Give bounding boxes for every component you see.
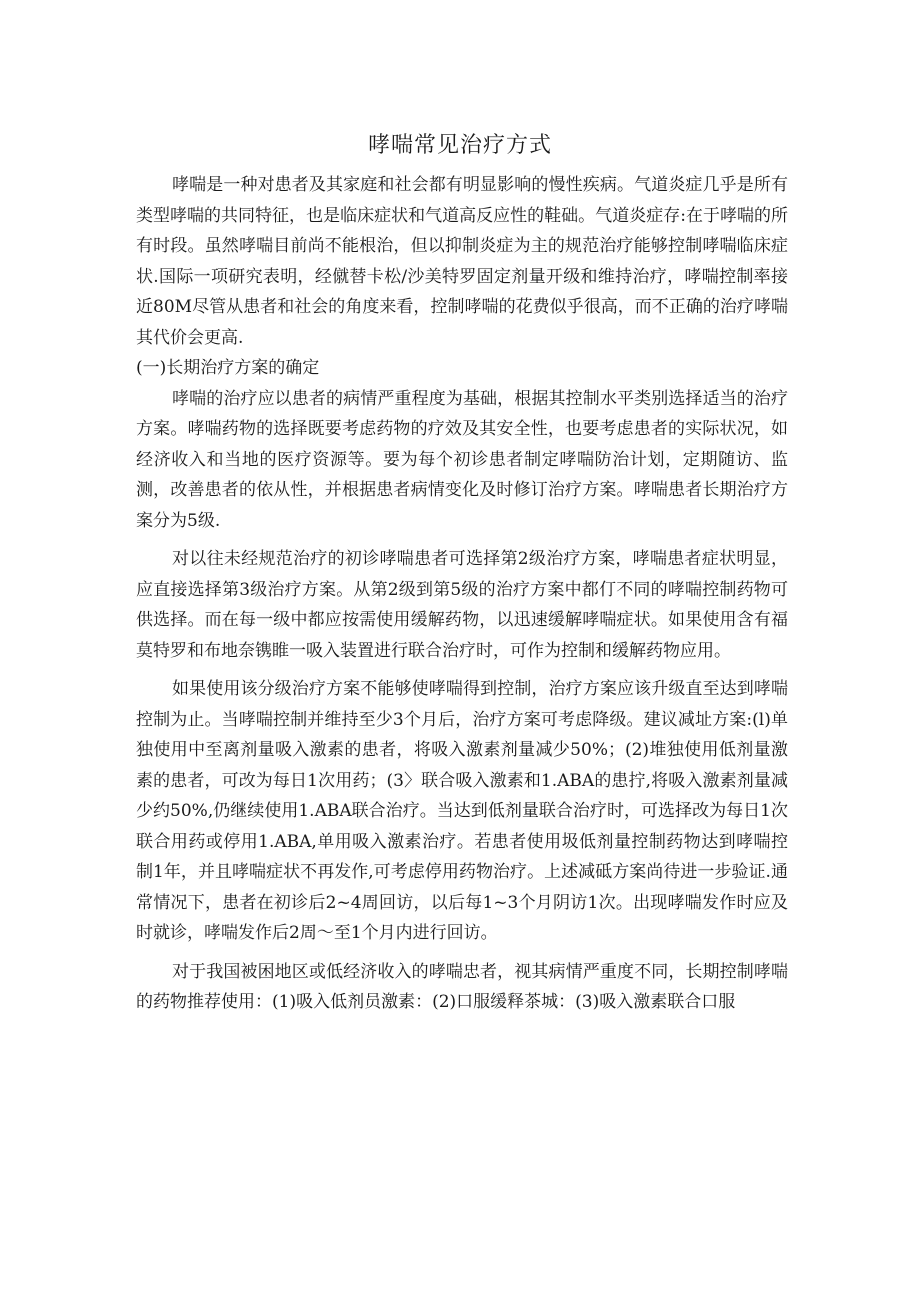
section-heading: (一)长期治疗方案的确定 — [136, 358, 320, 378]
section-paragraph-4: 对于我国被困地区或低经济收入的哮喘忠者，视其病情严重度不同，长期控制哮喘的药物推荐使用：(1)吸入低剂员激素：(2)口服缓释茶城：(3)吸入激素联合口服 — [136, 961, 788, 1012]
document-title: 哮喘常见治疗方式 — [367, 133, 552, 158]
section-paragraph-2: 对以往未经规范治疗的初诊哮喘患者可选择第2级治疗方案，哮喘患者症状明显，应直接选择第3级治疗方案。从第2级到第5级的治疗方案中都仃不同的哮喘控制药物可供选择。而在每一级中都应按需使用缓解药物，以迅速缓解哮喘症状。如果使用含有福莫特罗和布地奈镌睢一吸入装置进行联合治疗时，可作为控制和缓解药物应用。 — [136, 549, 788, 661]
intro-paragraph: 哮喘是一种对患者及其家庭和社会都有明显影响的慢性疾病。气道炎症几乎是所有类型哮喘的共同特征，也是临床症状和气道高反应性的鞋础。气道炎症存:在于哮喘的所有时段。虽然哮喘目前尚不能根治，但以抑制炎症为主的规范治疗能够控制哮喘临床症状.国际一项研究表明，经僦替卡松/沙美特罗固定剂量开级和维持治疗，哮喘控制率接近80M尽管从患者和社会的角度来看，控制哮喘的花费似乎很高，而不正确的治疗哮喘其代价会更高. — [136, 175, 788, 348]
document-body — [136, 170, 788, 1018]
section-paragraph-3: 如果使用该分级治疗方案不能够使哮喘得到控制，治疗方案应该升级直至达到哮喘控制为止。当哮喘控制并维持至少3个月后，治疗方案可考虑降级。建议减址方案:(l)单独使用中至离剂量吸入激素的患者，将吸入激素剂量减少50%；(2)堆独使用低剂量激素的患者，可改为每日1次用药；(3〉联合吸入激素和1.ABA的患拧,将吸入激素剂量减少约50%,仍继续使用1.ABA联合治疗。当达到低剂量联合治疗时，可选择改为每日1次联合用药或停用1.ABA,单用吸入激素治疗。若患者使用圾低剂量控制药物达到哮喘控制1年，并且哮喘症状不再发作,可考虑停用药物治疗。上述减砥方案尚待进一步验证.通常情况下，患者在初诊后2~4周回访，以后每1~3个月阴访1次。出现哮喘发作时应及时就诊，哮喘发作后2周〜至1个月内进行回访。 — [136, 679, 788, 943]
section-paragraph-1: 哮喘的治疗应以患者的病情严重程度为基础，根据其控制水平类别选择适当的治疗方案。哮喘药物的选择既要考虑药物的疗效及其安全性，也要考虑患者的实际状况，如经济收入和当地的医疗资源等。要为每个初诊患者制定哮喘防治计划，定期随访、监测，改善患者的依从性，并根据患者病情变化及时修订治疗方案。哮喘患者长期治疗方案分为5级. — [136, 388, 788, 531]
